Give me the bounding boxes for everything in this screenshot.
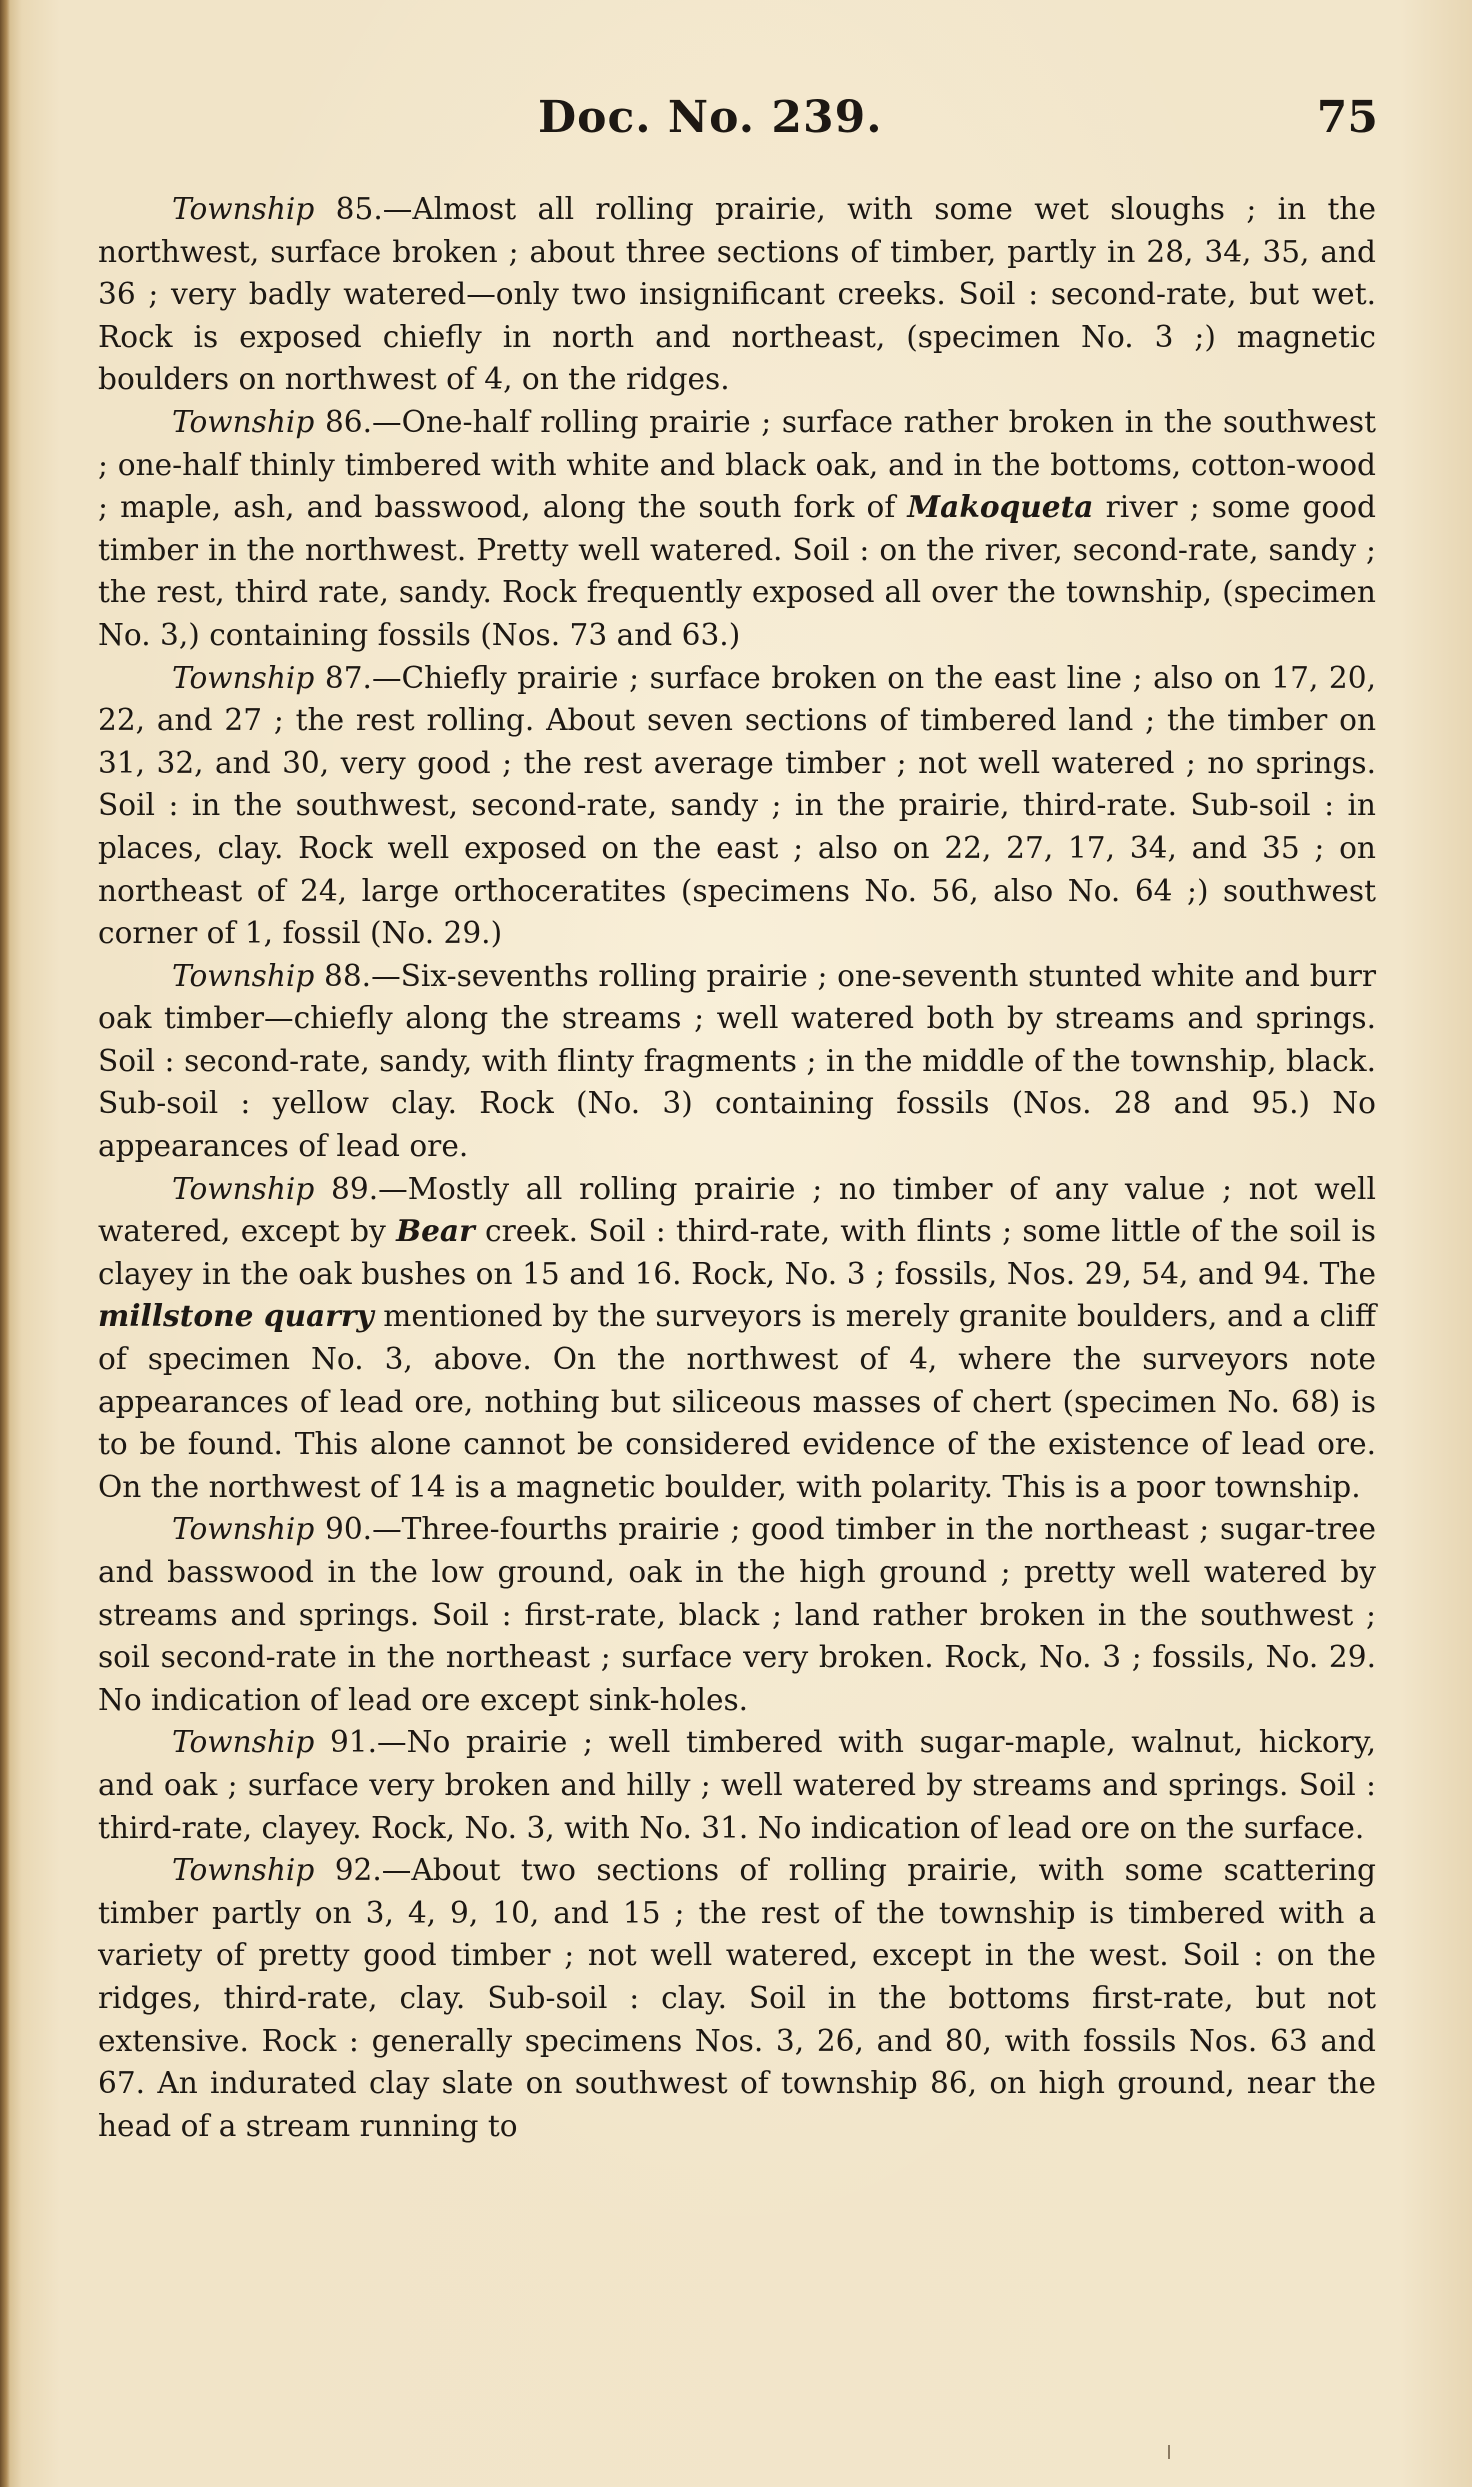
river-name: Makoqueta [907, 489, 1094, 525]
paragraph-township-85 [98, 188, 1376, 401]
paragraph-township-88 [98, 955, 1376, 1168]
township-label: Township [172, 192, 315, 226]
paragraph-text: 86.—One-half rolling prairie ; surface rather broken in the southwest ; one-half thinly timbered with white and black oak, and in the bottoms, cotton-wood ; maple, ash, and basswood, along the south fork of [98, 404, 1376, 525]
township-label: Township [172, 1853, 315, 1888]
book-spine-edge [0, 0, 10, 2487]
paragraph-text: 88.—Six-sevenths rolling prairie ; one-seventh stunted white and burr oak timber—chiefly along the streams ; well watered both by streams and springs. Soil : second-rate, sandy, with flinty fragments ; in the middle of the township, black. Sub-soil : yellow clay. Rock (No. 3) containing fossils (Nos. 28 and 95.) No appearances of lead ore. [98, 958, 1376, 1164]
page-number: 75 [1316, 92, 1378, 143]
body-text [98, 188, 1376, 2147]
paragraph-text: 89.—Mostly all rolling prairie ; no timber of any value ; not well watered, except by [98, 1171, 1376, 1249]
paragraph-text: 90.—Three-fourths prairie ; good timber in the northeast ; sugar-tree and basswood in the low ground, oak in the high ground ; pretty well watered by streams and springs. Soil : first-rate, black ; land rather broken in the southwest ; soil second-rate in the northeast ; surface very broken. Rock, No. 3 ; fossils, No. 29. No indication of lead ore except sink-holes. [98, 1512, 1376, 1717]
township-label: Township [172, 1512, 315, 1547]
paragraph-text: 91.—No prairie ; well timbered with sugar-maple, walnut, hickory, and oak ; surface very broken and hilly ; well watered by streams and springs. Soil : third-rate, clayey. Rock, No. 3, with No. 31. No indication of lead ore on the surface. [98, 1725, 1376, 1845]
township-label: Township [172, 1725, 315, 1760]
paragraph-text: mentioned by the surveyors is merely granite boulders, and a cliff of specimen No. 3, above. On the northwest of 4, where the surveyors note appearances of lead ore, nothing but siliceous masses of chert (specimen No. 68) is to be found. This alone cannot be considered evidence of the existence of lead ore. On the northwest of 14 is a magnetic boulder, with polarity. This is a poor township. [98, 1299, 1376, 1504]
quarry-name: millstone quarry [98, 1298, 374, 1334]
paragraph-text: creek. Soil : third-rate, with flints ; some little of the soil is clayey in the oak bushes on 15 and 16. Rock, No. 3 ; fossils, Nos. 29, 54, and 94. The [98, 1214, 1376, 1291]
township-label: Township [172, 404, 315, 439]
paragraph-township-92 [98, 1849, 1376, 2147]
paragraph-township-87 [98, 657, 1376, 955]
paragraph-text: river ; some good timber in the northwest. Pretty well watered. Soil : on the river, second-rate, sandy ; the rest, third rate, sandy. Rock frequently exposed all over the township, (specimen No. 3,) containing fossils (Nos. 73 and 63.) [98, 490, 1376, 652]
creek-name: Bear [396, 1213, 475, 1249]
print-mark [1168, 2445, 1170, 2459]
paragraph-township-89 [98, 1168, 1376, 1509]
paragraph-text: 85.—Almost all rolling prairie, with some wet sloughs ; in the northwest, surface broken ; about three sections of timber, partly in 28, 34, 35, and 36 ; very badly watered—only two insignificant creeks. Soil : second-rate, but wet. Rock is exposed chiefly in north and northeast, (specimen No. 3 ;) magnetic boulders on northwest of 4, on the ridges. [98, 192, 1376, 397]
paragraph-text: 87.—Chiefly prairie ; surface broken on the east line ; also on 17, 20, 22, and 27 ; the rest rolling. About seven sections of timbered land ; the timber on 31, 32, and 30, very good ; the rest average timber ; not well watered ; no springs. Soil : in the southwest, second-rate, sandy ; in the prairie, third-rate. Sub-soil : in places, clay. Rock well exposed on the east ; also on 22, 27, 17, 34, and 35 ; on northeast of 24, large orthoceratites (specimens No. 56, also No. 64 ;) southwest corner of 1, fossil (No. 29.) [98, 660, 1376, 951]
paragraph-township-91 [98, 1721, 1376, 1849]
township-label: Township [172, 958, 315, 993]
township-label: Township [172, 1171, 315, 1206]
page-header [98, 92, 1378, 152]
paragraph-text: 92.—About two sections of rolling prairie, with some scattering timber partly on 3, 4, 9, 10, and 15 ; the rest of the township is timbered with a variety of pretty good timber ; not well watered, except in the west. Soil : on the ridges, third-rate, clay. Sub-soil : clay. Soil in the bottoms first-rate, but not extensive. Rock : generally specimens Nos. 3, 26, and 80, with fossils Nos. 63 and 67. An indurated clay slate on southwest of township 86, on high ground, near the head of a stream running to [98, 1853, 1376, 2143]
paragraph-township-86 [98, 401, 1376, 657]
document-number: Doc. No. 239. [538, 92, 883, 143]
paragraph-township-90 [98, 1508, 1376, 1721]
township-label: Township [172, 660, 315, 695]
